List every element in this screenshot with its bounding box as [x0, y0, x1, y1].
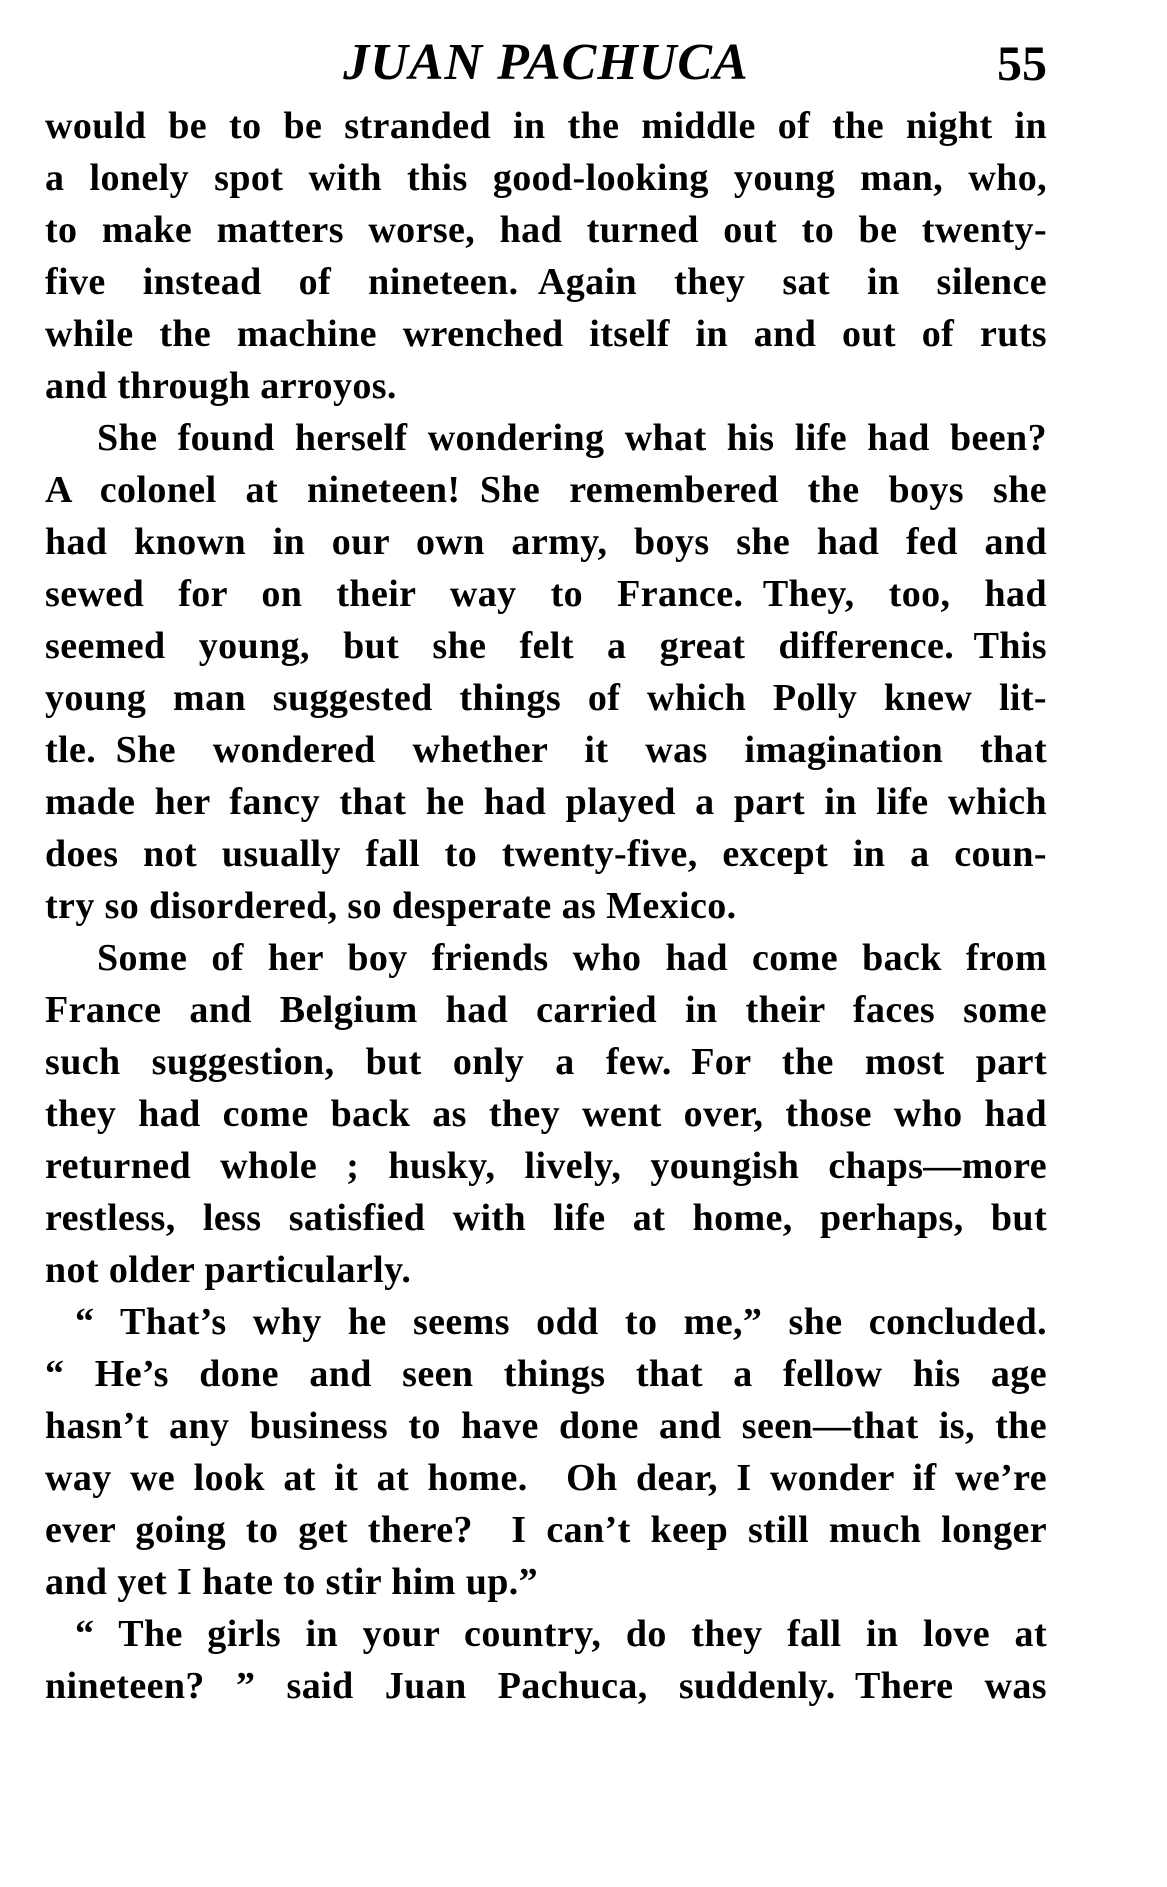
text-line: France and Belgium had carried in their faces some [45, 989, 1047, 1031]
text-line: A colonel at nineteen! She remembered the boys she [45, 469, 1047, 511]
text-line: sewed for on their way to France. They, too, had [45, 573, 1047, 615]
text-line: had known in our own army, boys she had fed and [45, 521, 1047, 563]
text-line: while the machine wrenched itself in and out of ruts [45, 313, 1047, 355]
page-header [45, 34, 1047, 92]
text-line: does not usually fall to twenty-five, except in a coun- [45, 833, 1047, 875]
text-line: “ He’s done and seen things that a fellow his age [45, 1353, 1047, 1395]
text-line: they had come back as they went over, those who had [45, 1093, 1047, 1135]
text-line: She found herself wondering what his life had been? [97, 417, 1047, 459]
text-line: such suggestion, but only a few. For the most part [45, 1041, 1047, 1083]
text-line: seemed young, but she felt a great difference. This [45, 625, 1047, 667]
text-line: and yet I hate to stir him up.” [45, 1561, 539, 1603]
text-line: try so disordered, so desperate as Mexico. [45, 885, 737, 927]
text-line: way we look at it at home. Oh dear, I wonder if we’re [45, 1457, 1047, 1499]
text-line: not older particularly. [45, 1249, 412, 1291]
text-line: young man suggested things of which Polly knew lit- [45, 677, 1047, 719]
text-line: hasn’t any business to have done and seen—that is, the [45, 1405, 1047, 1447]
running-title: JUAN PACHUCA [343, 34, 749, 91]
text-line: Some of her boy friends who had come back from [97, 937, 1047, 979]
text-line: a lonely spot with this good-looking young man, who, [45, 157, 1047, 199]
text-line: and through arroyos. [45, 365, 397, 407]
text-line: would be to be stranded in the middle of the night in [45, 105, 1047, 147]
text-line: five instead of nineteen. Again they sat in silence [45, 261, 1047, 303]
text-line: nineteen? ” said Juan Pachuca, suddenly. There was [45, 1665, 1047, 1707]
text-line: ever going to get there? I can’t keep still much longer [45, 1509, 1047, 1551]
body-text [45, 100, 1047, 1712]
text-line: tle. She wondered whether it was imagination that [45, 729, 1047, 771]
page-number: 55 [997, 35, 1047, 91]
text-line: returned whole ; husky, lively, youngish chaps—more [45, 1145, 1047, 1187]
text-line: restless, less satisfied with life at home, perhaps, but [45, 1197, 1047, 1239]
text-line: made her fancy that he had played a part in life which [45, 781, 1047, 823]
text-line: to make matters worse, had turned out to be twenty- [45, 209, 1047, 251]
text-line: “ The girls in your country, do they fall in love at [75, 1613, 1047, 1655]
text-line: “ That’s why he seems odd to me,” she concluded. [75, 1301, 1047, 1343]
